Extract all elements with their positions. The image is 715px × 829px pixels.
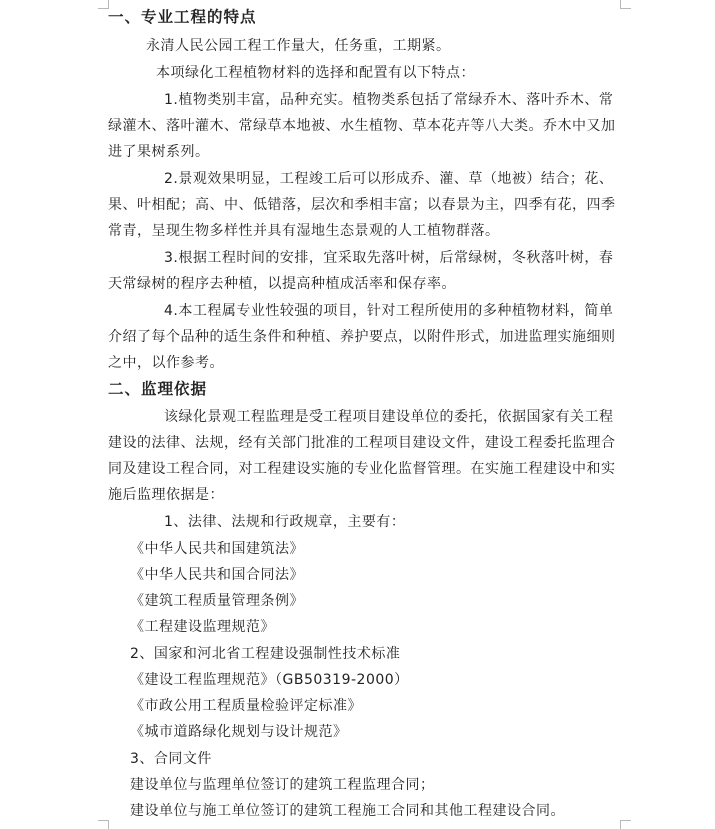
item2-title: 2、国家和河北省工程建设强制性技术标准 (130, 646, 401, 662)
law-item: 《中华人民共和国建筑法》 (130, 541, 304, 557)
standard-item: 《市政公用工程质量检验评定标准》 (130, 698, 362, 714)
point4-line3: 之中，以作参考。 (108, 355, 224, 371)
standard-item: 《建设工程监理规范》（GB50319-2000） (130, 672, 409, 688)
section2-para-line4: 施后监理依据是： (108, 487, 224, 503)
point1-line3: 进了果树系列。 (108, 144, 210, 160)
section2-para-line2: 建设的法律、法规，经有关部门批准的工程项目建设文件，建设工程委托监理合 (108, 435, 616, 451)
item3-title: 3、合同文件 (130, 751, 212, 767)
contract-item: 建设单位与监理单位签订的建筑工程监理合同； (130, 777, 435, 793)
standard-item: 《城市道路绿化规划与设计规范》 (130, 724, 348, 740)
point4-line1: 4.本工程属专业性较强的项目，针对工程所使用的多种植物材料，简单 (164, 303, 614, 319)
section1-heading: 一、专业工程的特点 (108, 8, 257, 26)
point2-line3: 常青，呈现生物多样性并具有湿地生态景观的人工植物群落。 (108, 223, 500, 239)
point3-line2: 天常绿树的程序去种植，以提高种植成活率和保存率。 (108, 276, 456, 292)
law-item: 《建筑工程质量管理条例》 (130, 593, 304, 609)
item1-title: 1、法律、法规和行政规章，主要有： (164, 514, 406, 530)
section1-intro: 永清人民公园工程工作量大，任务重，工期紧。 (146, 38, 451, 54)
section2-heading: 二、监理依据 (108, 380, 208, 398)
point2-line1: 2.景观效果明显，工程竣工后可以形成乔、灌、草（地被）结合；花、 (164, 171, 614, 187)
law-item: 《工程建设监理规范》 (130, 619, 275, 635)
point3-line1: 3.根据工程时间的安排，宜采取先落叶树，后常绿树，冬秋落叶树，春 (164, 250, 614, 266)
law-item: 《中华人民共和国合同法》 (130, 567, 304, 583)
contract-item: 建设单位与施工单位签订的建筑工程施工合同和其他工程建设合同。 (130, 803, 565, 819)
crop-mark-top-right (620, 0, 631, 9)
point2-line2: 果、叶相配；高、中、低错落，层次和季相丰富；以春景为主，四季有花，四季 (108, 197, 616, 213)
point1-line2: 绿灌木、落叶灌木、常绿草本地被、水生植物、草本花卉等八大类。乔木中又加 (108, 118, 616, 134)
section1-lead: 本项绿化工程植物材料的选择和配置有以下特点： (156, 65, 475, 81)
point4-line2: 介绍了每个品种的适生条件和种植、养护要点，以附件形式，加进监理实施细则 (108, 329, 616, 345)
section2-para-line3: 同及建设工程合同，对工程建设实施的专业化监督管理。在实施工程建设中和实 (108, 461, 616, 477)
section2-para-line1: 该绿化景观工程监理是受工程项目建设单位的委托，依据国家有关工程 (164, 409, 614, 425)
point1-line1: 1.植物类别丰富，品种充实。植物类系包括了常绿乔木、落叶乔木、常 (164, 92, 614, 108)
